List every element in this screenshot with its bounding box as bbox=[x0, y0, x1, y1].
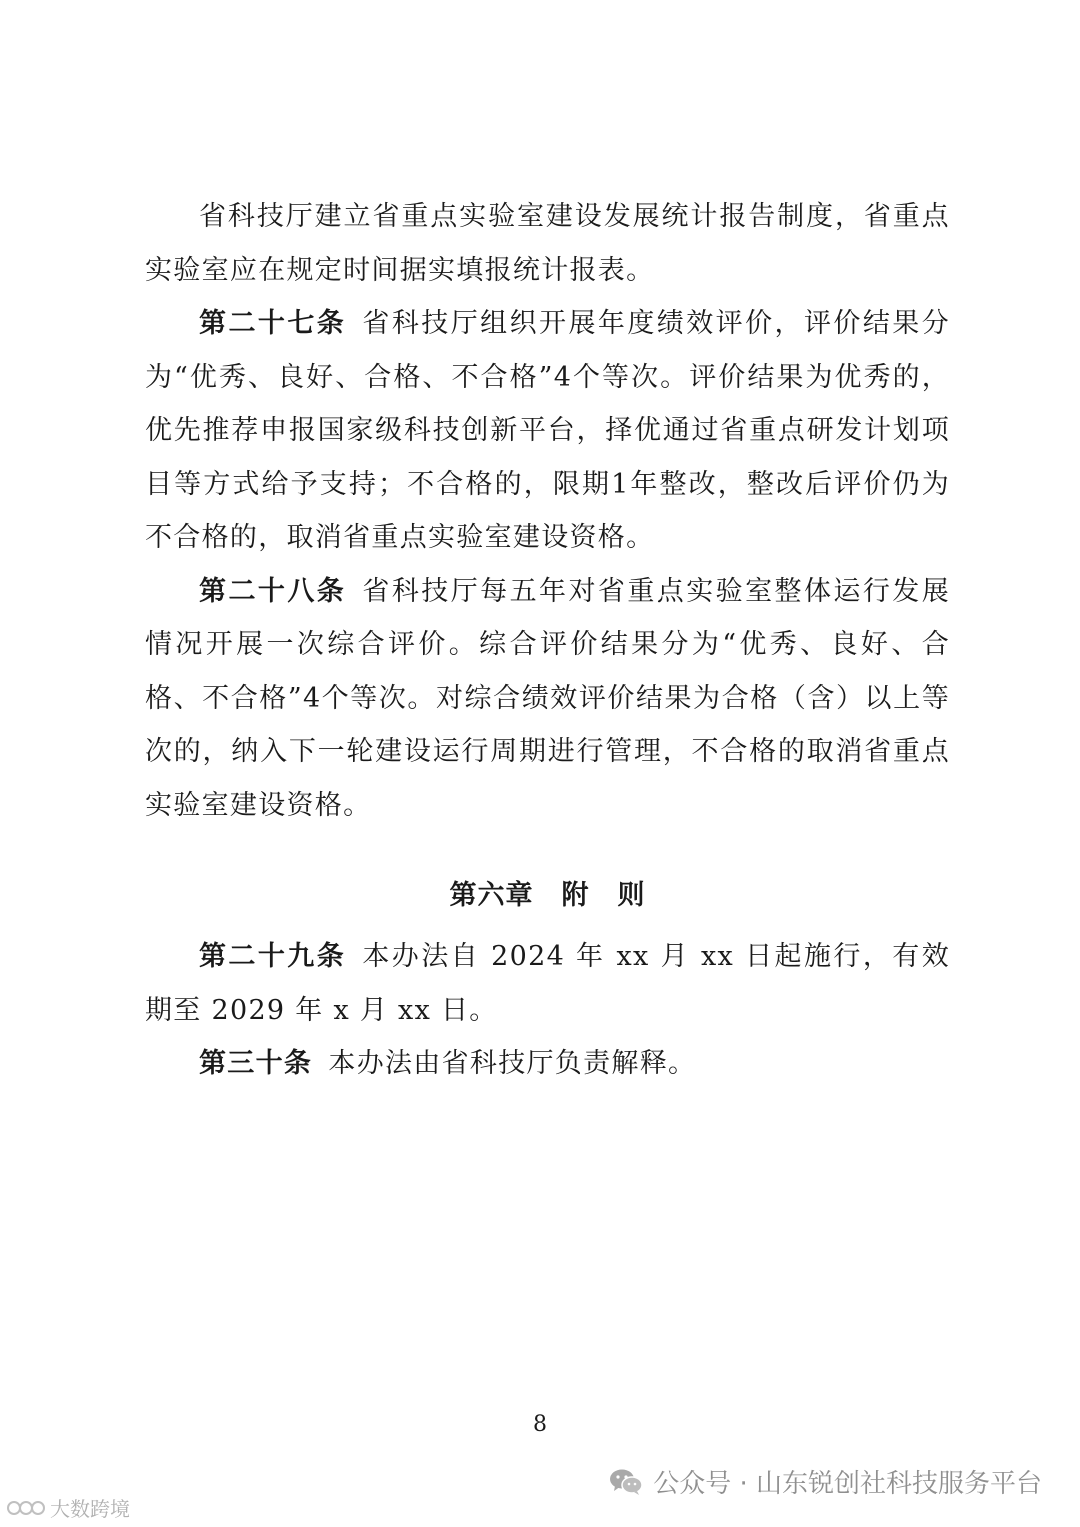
article-label: 第二十九条 bbox=[199, 941, 347, 972]
wechat-watermark bbox=[609, 1463, 1042, 1500]
article-text: 本办法由省科技厅负责解释。 bbox=[328, 1048, 697, 1079]
brand-watermark bbox=[6, 1493, 130, 1522]
article-text: 本办法自 2024 年 xx 月 xx 日起施行，有效期至 2029 年 x 月 xx 日。 bbox=[145, 941, 951, 1026]
article-text: 省科技厅每五年对省重点实验室整体运行发展情况开展一次综合评价。综合评价结果分为“优秀、良好、合格、不合格”4个等次。对综合绩效评价结果为合格（含）以上等次的，纳入下一轮建设运行周期进行管理，不合格的取消省重点实验室建设资格。 bbox=[145, 575, 951, 821]
brand-logo-icon bbox=[6, 1496, 46, 1520]
article-label: 第三十条 bbox=[199, 1048, 313, 1079]
article-27 bbox=[145, 297, 950, 565]
article-30 bbox=[145, 1037, 950, 1091]
article-label: 第二十八条 bbox=[199, 575, 347, 607]
document-page bbox=[145, 190, 950, 1091]
paragraph-statistics-report bbox=[145, 190, 950, 297]
watermark-text: 公众号 · 山东锐创社科技服务平台 bbox=[653, 1469, 1042, 1499]
page-number: 8 bbox=[533, 1412, 547, 1437]
brand-watermark-text: 大数跨境 bbox=[50, 1497, 130, 1521]
chapter-heading: 第六章 附 则 bbox=[449, 880, 646, 911]
paragraph-text: 省科技厅建立省重点实验室建设发展统计报告制度，省重点实验室应在规定时间据实填报统计报表。 bbox=[145, 201, 950, 286]
wechat-icon bbox=[609, 1468, 643, 1496]
article-29 bbox=[145, 930, 950, 1037]
article-28 bbox=[145, 565, 950, 833]
article-label: 第二十七条 bbox=[199, 308, 347, 339]
article-text: 省科技厅组织开展年度绩效评价，评价结果分为“优秀、良好、合格、不合格”4个等次。评价结果为优秀的，优先推荐申报国家级科技创新平台，择优通过省重点研发计划项目等方式给予支持；不合格的，限期1年整改，整改后评价仍为不合格的，取消省重点实验室建设资格。 bbox=[145, 308, 951, 553]
